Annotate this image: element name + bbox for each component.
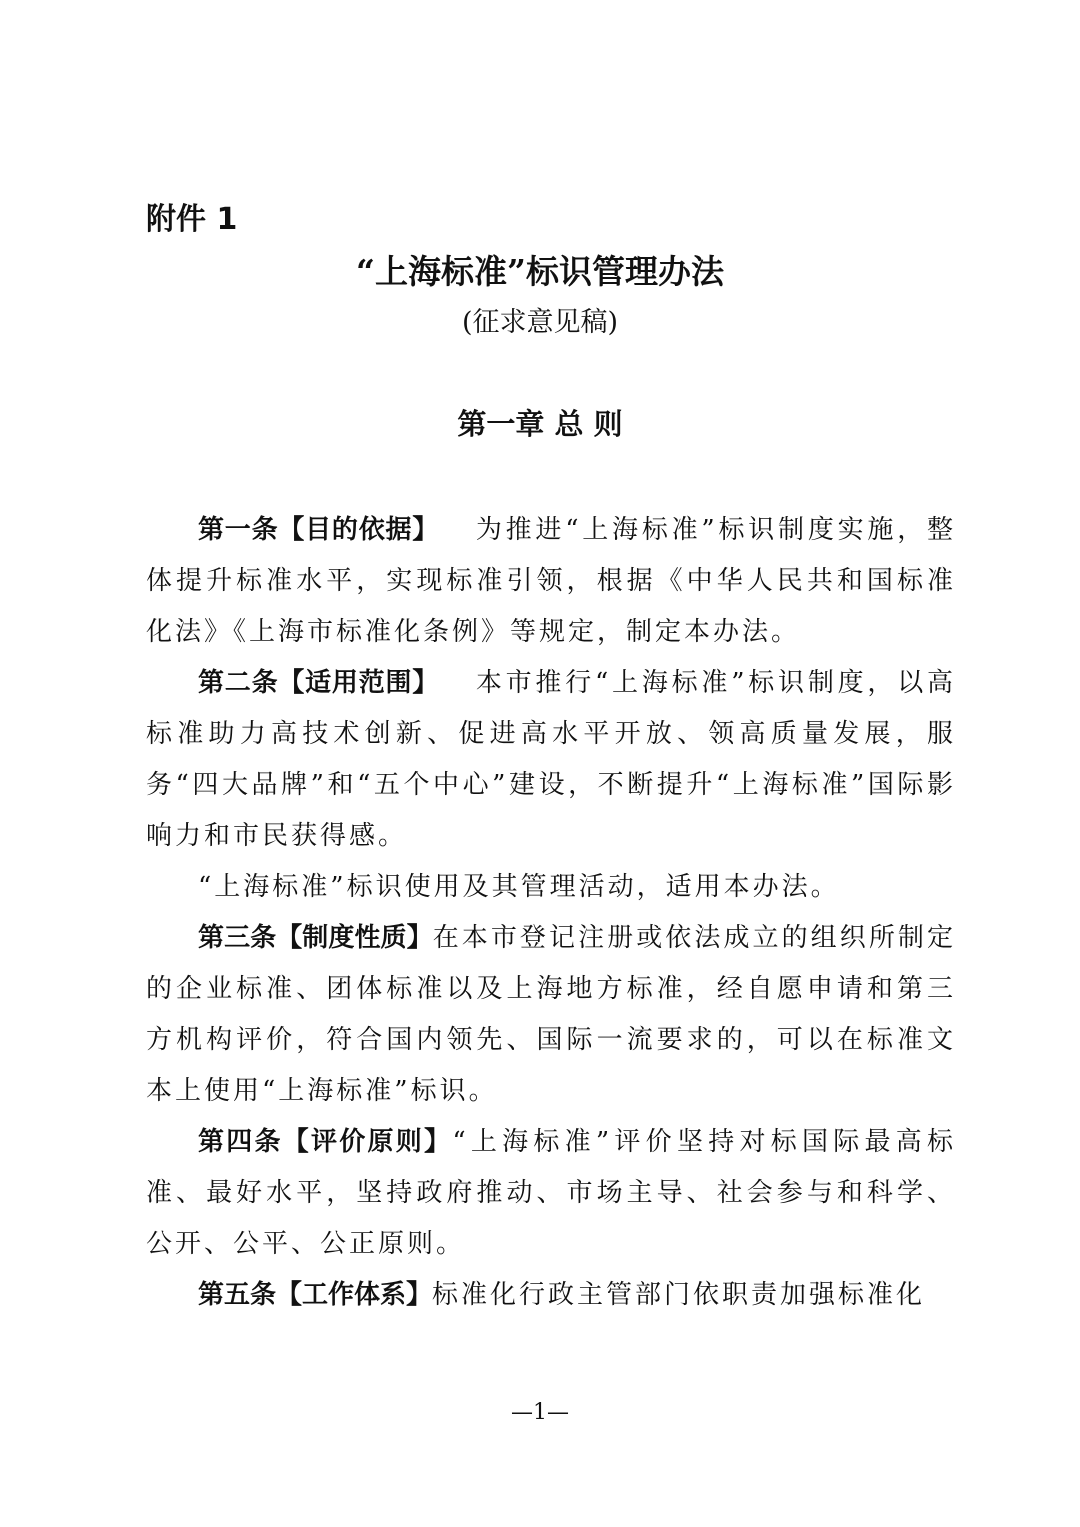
article-2 xyxy=(146,658,956,862)
article-heading: 第一条【目的依据】 xyxy=(198,515,440,545)
article-heading: 第五条【工作体系】 xyxy=(198,1280,433,1310)
article-heading: 第三条【制度性质】 xyxy=(198,923,433,953)
article-heading: 第二条【适用范围】 xyxy=(198,668,440,698)
article-text: “上海标准”评价坚持对标国际最高标准、最好水平，坚持政府推动、市场主导、社会参与和科学、公开、公平、公正原则。 xyxy=(146,1127,956,1259)
attachment-label: 附件 1 xyxy=(146,202,238,237)
article-1 xyxy=(146,505,956,658)
chapter-heading: 第一章 总 则 xyxy=(457,407,623,441)
article-text: 为推进“上海标准”标识制度实施，整体提升标准水平，实现标准引领，根据《中华人民共和国标准化法》《上海市标准化条例》等规定，制定本办法。 xyxy=(146,515,956,647)
article-4 xyxy=(146,1117,956,1270)
article-heading: 第四条【评价原则】 xyxy=(198,1127,453,1157)
page-number: —1— xyxy=(511,1400,569,1425)
article-text: 本市推行“上海标准”标识制度，以高标准助力高技术创新、促进高水平开放、领高质量发展，服务“四大品牌”和“五个中心”建设，不断提升“上海标准”国际影响力和市民获得感。 xyxy=(146,668,956,851)
article-text: 标准化行政主管部门依职责加强标准化 xyxy=(432,1280,926,1310)
article-3 xyxy=(146,913,956,1117)
article-5 xyxy=(146,1270,956,1321)
article-text: 在本市登记注册或依法成立的组织所制定的企业标准、团体标准以及上海地方标准，经自愿申请和第三方机构评价，符合国内领先、国际一流要求的，可以在标准文本上使用“上海标准”标识。 xyxy=(146,923,956,1106)
document-subtitle: (征求意见稿) xyxy=(461,307,619,338)
article-2-extra-paragraph: “上海标准”标识使用及其管理活动，适用本办法。 xyxy=(198,872,840,902)
document-title: “上海标准”标识管理办法 xyxy=(356,252,724,291)
document-body xyxy=(146,505,956,1321)
